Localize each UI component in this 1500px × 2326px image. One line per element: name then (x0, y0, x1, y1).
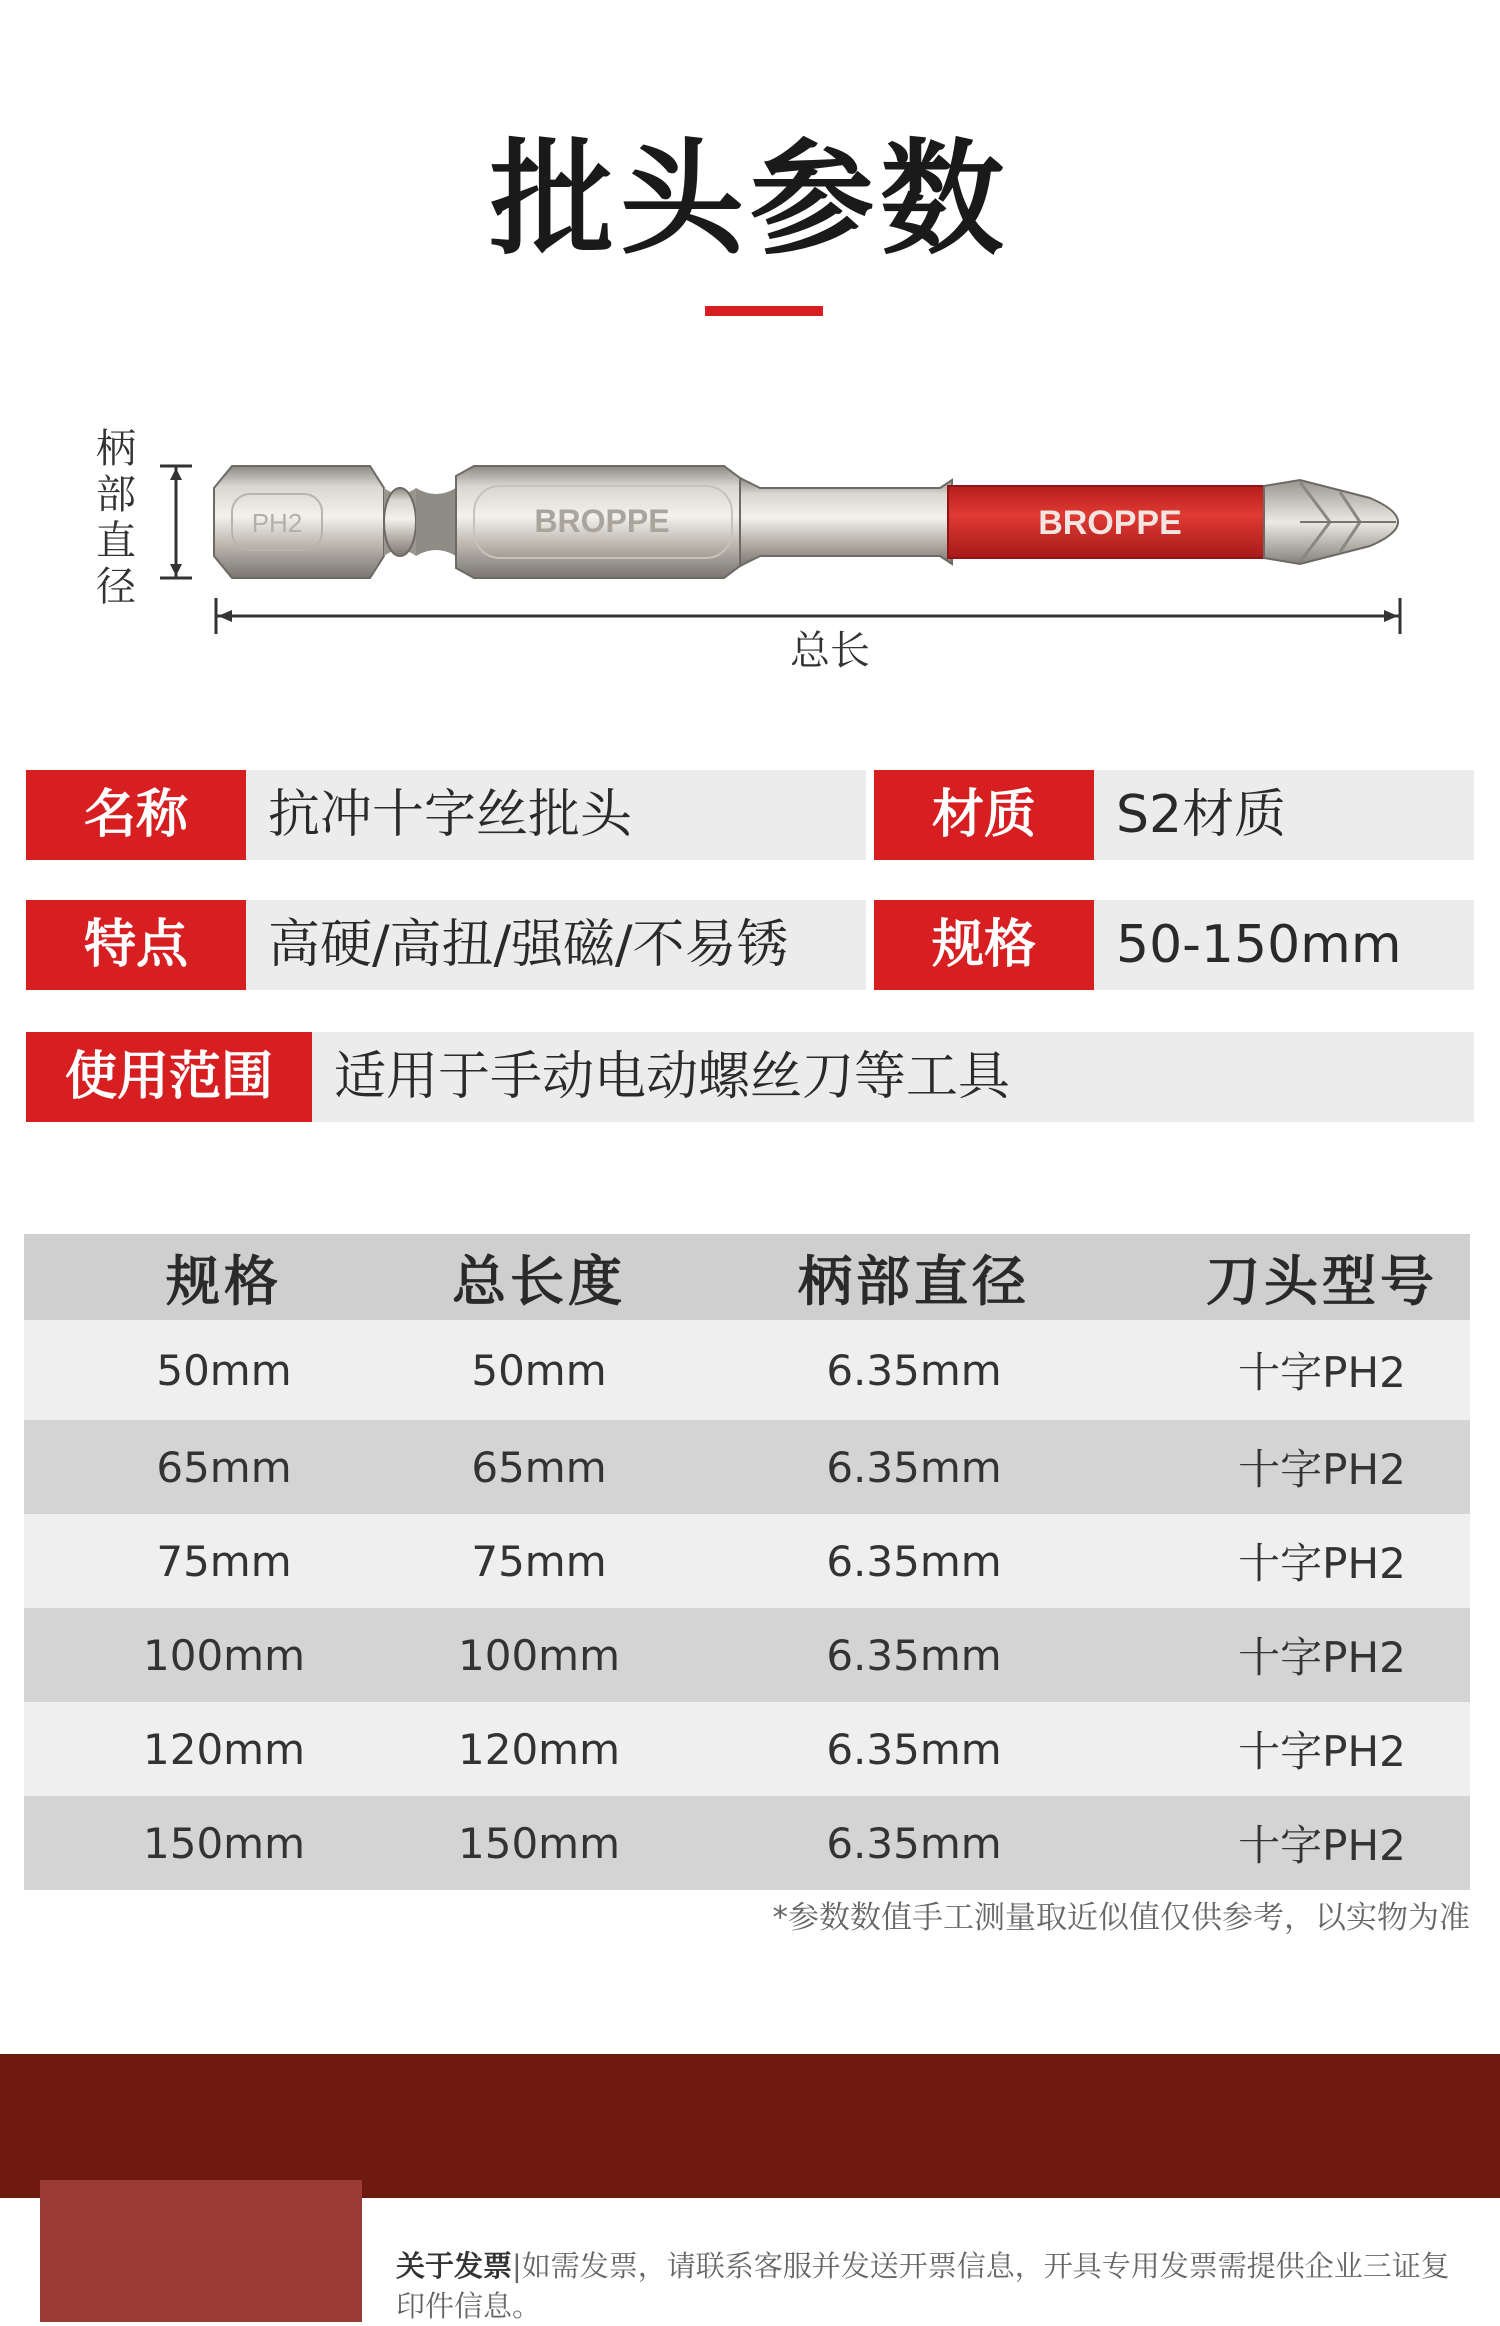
measurement-note: *参数数值手工测量取近似值仅供参考，以实物为准 (772, 1900, 1470, 1936)
table-cell: 120mm (424, 1702, 654, 1796)
table-cell: 65mm (424, 1420, 654, 1514)
table-cell: 65mm (24, 1420, 424, 1514)
product-diagram (0, 0, 1500, 700)
table-cell: 6.35mm (654, 1608, 1174, 1702)
table-row (24, 1702, 1470, 1796)
table-row (24, 1420, 1470, 1514)
table-header-shank: 柄部直径 (654, 1234, 1174, 1320)
spec-key-material: 材质 (874, 770, 1094, 860)
screwdriver-bit-illustration (0, 0, 1500, 700)
spec-key-feature: 特点 (26, 900, 246, 990)
invoice-notice (396, 2246, 1456, 2326)
spec-key-name: 名称 (26, 770, 246, 860)
table-cell: 十字PH2 (1174, 1420, 1470, 1514)
table-cell: 120mm (24, 1702, 424, 1796)
table-cell: 6.35mm (654, 1796, 1174, 1890)
invoice-label: 关于发票 (396, 2249, 513, 2283)
spec-row-feature-size (26, 900, 1474, 990)
table-cell: 100mm (424, 1608, 654, 1702)
table-row (24, 1514, 1470, 1608)
spec-key-size: 规格 (874, 900, 1094, 990)
table-cell: 6.35mm (654, 1420, 1174, 1514)
table-cell: 75mm (24, 1514, 424, 1608)
table-row (24, 1320, 1470, 1420)
spec-row-usage (26, 1032, 1474, 1122)
table-cell: 十字PH2 (1174, 1702, 1470, 1796)
table-cell: 十字PH2 (1174, 1608, 1470, 1702)
table-header-row (24, 1234, 1470, 1320)
table-cell: 十字PH2 (1174, 1796, 1470, 1890)
table-cell: 150mm (24, 1796, 424, 1890)
table-header-size: 规格 (24, 1234, 424, 1320)
table-cell: 十字PH2 (1174, 1320, 1470, 1420)
table-cell: 6.35mm (654, 1702, 1174, 1796)
table-cell: 150mm (424, 1796, 654, 1890)
table-row (24, 1796, 1470, 1890)
total-length-label: 总长 (790, 628, 870, 674)
spec-value-material: S2材质 (1094, 770, 1474, 860)
brand-engraving: BROPPE (534, 503, 670, 539)
table-cell: 100mm (24, 1608, 424, 1702)
table-header-length: 总长度 (424, 1234, 654, 1320)
spec-value-usage: 适用于手动电动螺丝刀等工具 (312, 1032, 1474, 1122)
spec-value-name: 抗冲十字丝批头 (246, 770, 866, 860)
table-cell: 50mm (24, 1320, 424, 1420)
table-cell: 75mm (424, 1514, 654, 1608)
spec-key-usage: 使用范围 (26, 1032, 312, 1122)
table-cell: 50mm (424, 1320, 654, 1420)
invoice-banner (0, 2054, 1500, 2198)
parameter-table (24, 1234, 1470, 1890)
table-cell: 十字PH2 (1174, 1514, 1470, 1608)
shank-diameter-label: 柄部直径 (96, 426, 136, 610)
table-row (24, 1608, 1470, 1702)
invoice-text: |如需发票，请联系客服并发送开票信息，开具专用发票需提供企业三证复印件信息。 (396, 2249, 1450, 2323)
table-header-tip: 刀头型号 (1174, 1234, 1470, 1320)
tip-code-text: PH2 (251, 508, 303, 538)
invoice-banner-tab (40, 2180, 362, 2322)
table-cell: 6.35mm (654, 1320, 1174, 1420)
spec-value-size: 50-150mm (1094, 900, 1474, 990)
page-title: 批头参数 (489, 128, 1010, 272)
spec-row-name-material (26, 770, 1474, 860)
spec-value-feature: 高硬/高扭/强磁/不易锈 (246, 900, 866, 990)
brand-sleeve-text: BROPPE (1038, 504, 1182, 542)
table-cell: 6.35mm (654, 1514, 1174, 1608)
